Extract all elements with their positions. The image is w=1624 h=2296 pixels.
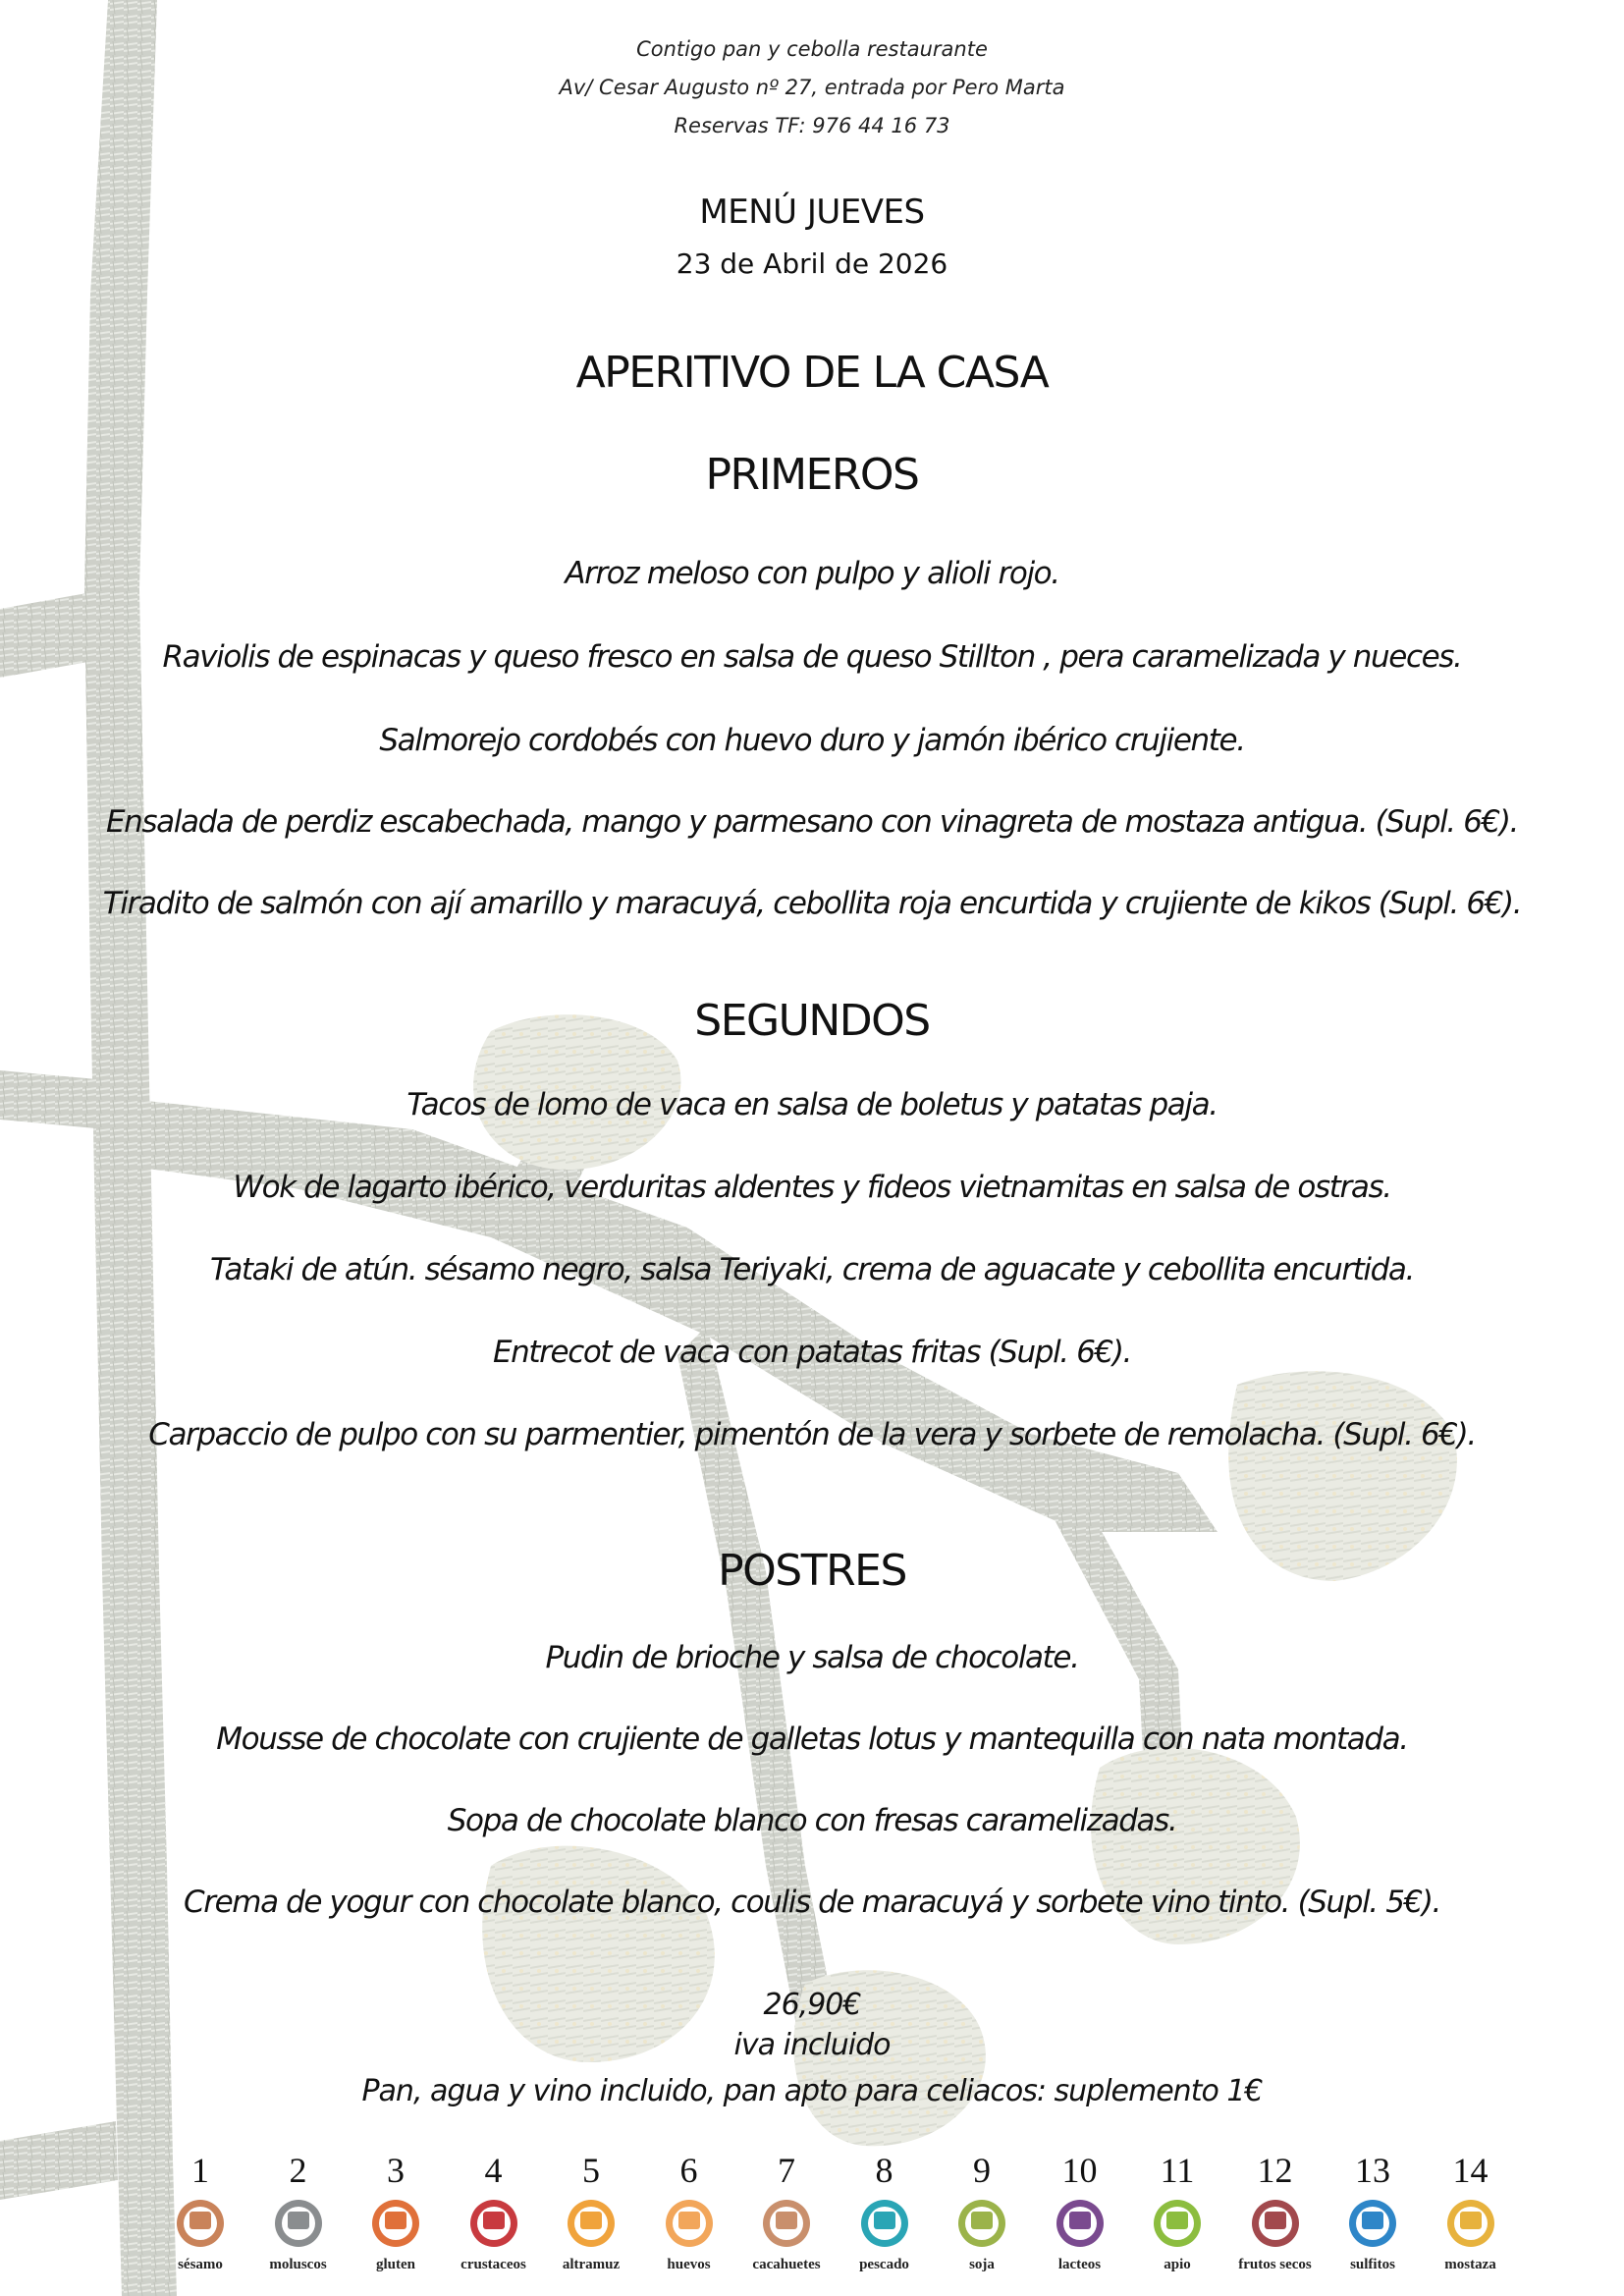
allergen-number: 11 xyxy=(1160,2151,1195,2190)
peanut-icon xyxy=(763,2200,810,2247)
crustacean-icon xyxy=(470,2200,517,2247)
nuts-icon xyxy=(1252,2200,1299,2247)
mollusc-icon xyxy=(275,2200,322,2247)
allergen-14 xyxy=(1427,2149,1515,2273)
menu-date: 23 de Abril de 2026 xyxy=(676,247,948,280)
segundos-item: Carpaccio de pulpo con su parmentier, pimentón de la vera y sorbete de remolacha. (Supl. 6€). xyxy=(148,1417,1476,1452)
allergen-name: gluten xyxy=(375,2257,415,2272)
allergen-number: 10 xyxy=(1061,2151,1098,2190)
sulphites-icon xyxy=(1349,2200,1396,2247)
allergen-number: 4 xyxy=(484,2151,503,2190)
allergen-name: lacteos xyxy=(1057,2257,1102,2272)
allergen-number: 9 xyxy=(973,2151,991,2190)
allergen-1 xyxy=(156,2149,244,2273)
primeros-item: Raviolis de espinacas y queso fresco en salsa de queso Stillton , pera caramelizada y nueces. xyxy=(162,639,1462,675)
lupin-icon xyxy=(568,2200,615,2247)
allergen-number: 3 xyxy=(387,2151,405,2190)
wheat-icon xyxy=(372,2200,419,2247)
fish-icon xyxy=(861,2200,908,2247)
primeros-item: Tiradito de salmón con ají amarillo y maracuyá, cebollita roja encurtida y crujiente de kikos (Supl. 6€). xyxy=(102,886,1522,921)
reservation-phone: Reservas TF: 976 44 16 73 xyxy=(674,114,950,137)
allergen-name: huevos xyxy=(667,2257,711,2272)
allergen-number: 1 xyxy=(191,2151,209,2190)
allergen-name: crustaceos xyxy=(460,2257,526,2272)
allergen-number: 6 xyxy=(679,2151,698,2190)
allergen-name: apio xyxy=(1164,2257,1191,2272)
allergen-number: 7 xyxy=(778,2151,795,2190)
allergen-name: cacahuetes xyxy=(752,2257,821,2272)
postres-item: Mousse de chocolate con crujiente de galletas lotus y mantequilla con nata montada. xyxy=(216,1722,1408,1757)
segundos-heading: SEGUNDOS xyxy=(694,996,930,1046)
menu-price: 26,90€ xyxy=(763,1988,861,2022)
primeros-heading: PRIMEROS xyxy=(705,450,919,500)
allergen-10 xyxy=(1036,2149,1124,2273)
primeros-item: Arroz meloso con pulpo y alioli rojo. xyxy=(565,556,1059,591)
allergen-4 xyxy=(450,2149,538,2273)
egg-icon xyxy=(666,2200,713,2247)
allergen-9 xyxy=(938,2149,1026,2273)
allergen-number: 8 xyxy=(875,2151,893,2190)
allergen-2 xyxy=(254,2149,343,2273)
restaurant-address: Av/ Cesar Augusto nº 27, entrada por Pero Marta xyxy=(559,76,1065,99)
postres-item: Pudin de brioche y salsa de chocolate. xyxy=(545,1640,1079,1675)
bread-water-wine-note: Pan, agua y vino incluido, pan apto para celiacos: suplemento 1€ xyxy=(361,2074,1263,2108)
soy-icon xyxy=(958,2200,1005,2247)
mustard-icon xyxy=(1447,2200,1494,2247)
postres-item: Crema de yogur con chocolate blanco, coulis de maracuyá y sorbete vino tinto. (Supl. 5€). xyxy=(184,1885,1440,1920)
segundos-item: Wok de lagarto ibérico, verduritas aldentes y fideos vietnamitas en salsa de ostras. xyxy=(233,1170,1391,1205)
primeros-item: Salmorejo cordobés con huevo duro y jamón ibérico crujiente. xyxy=(379,723,1245,758)
allergen-name: soja xyxy=(969,2257,995,2272)
allergen-8 xyxy=(840,2149,929,2273)
allergen-name: mostaza xyxy=(1444,2257,1496,2272)
allergen-number: 2 xyxy=(289,2151,307,2190)
allergen-name: altramuz xyxy=(562,2257,621,2272)
primeros-item: Ensalada de perdiz escabechada, mango y parmesano con vinagreta de mostaza antigua. (Supl. 6€). xyxy=(105,804,1519,840)
sesame-icon xyxy=(177,2200,224,2247)
aperitivo-heading: APERITIVO DE LA CASA xyxy=(575,348,1049,398)
allergen-number: 12 xyxy=(1257,2151,1293,2190)
segundos-item: Entrecot de vaca con patatas fritas (Supl. 6€). xyxy=(492,1335,1131,1370)
allergen-number: 14 xyxy=(1452,2151,1489,2190)
allergen-5 xyxy=(547,2149,635,2273)
allergen-name: sésamo xyxy=(178,2257,223,2272)
allergen-name: moluscos xyxy=(269,2257,327,2272)
allergen-13 xyxy=(1328,2149,1417,2273)
restaurant-name: Contigo pan y cebolla restaurante xyxy=(636,37,988,61)
allergen-3 xyxy=(352,2149,440,2273)
celery-icon xyxy=(1154,2200,1201,2247)
segundos-item: Tacos de lomo de vaca en salsa de boletus y patatas paja. xyxy=(406,1087,1218,1122)
postres-heading: POSTRES xyxy=(718,1546,906,1596)
allergen-number: 13 xyxy=(1355,2151,1390,2190)
allergen-name: sulfitos xyxy=(1350,2257,1395,2272)
allergen-name: frutos secos xyxy=(1238,2257,1312,2272)
menu-title: MENÚ JUEVES xyxy=(699,192,925,232)
allergen-number: 5 xyxy=(582,2151,600,2190)
allergen-6 xyxy=(645,2149,733,2273)
tax-note: iva incluido xyxy=(733,2028,891,2062)
milk-icon xyxy=(1056,2200,1104,2247)
allergen-7 xyxy=(742,2149,831,2273)
allergen-name: pescado xyxy=(859,2257,909,2272)
allergen-11 xyxy=(1133,2149,1221,2273)
allergen-12 xyxy=(1231,2149,1320,2273)
postres-item: Sopa de chocolate blanco con fresas caramelizadas. xyxy=(447,1803,1177,1838)
segundos-item: Tataki de atún. sésamo negro, salsa Teriyaki, crema de aguacate y cebollita encurtida. xyxy=(210,1252,1414,1287)
